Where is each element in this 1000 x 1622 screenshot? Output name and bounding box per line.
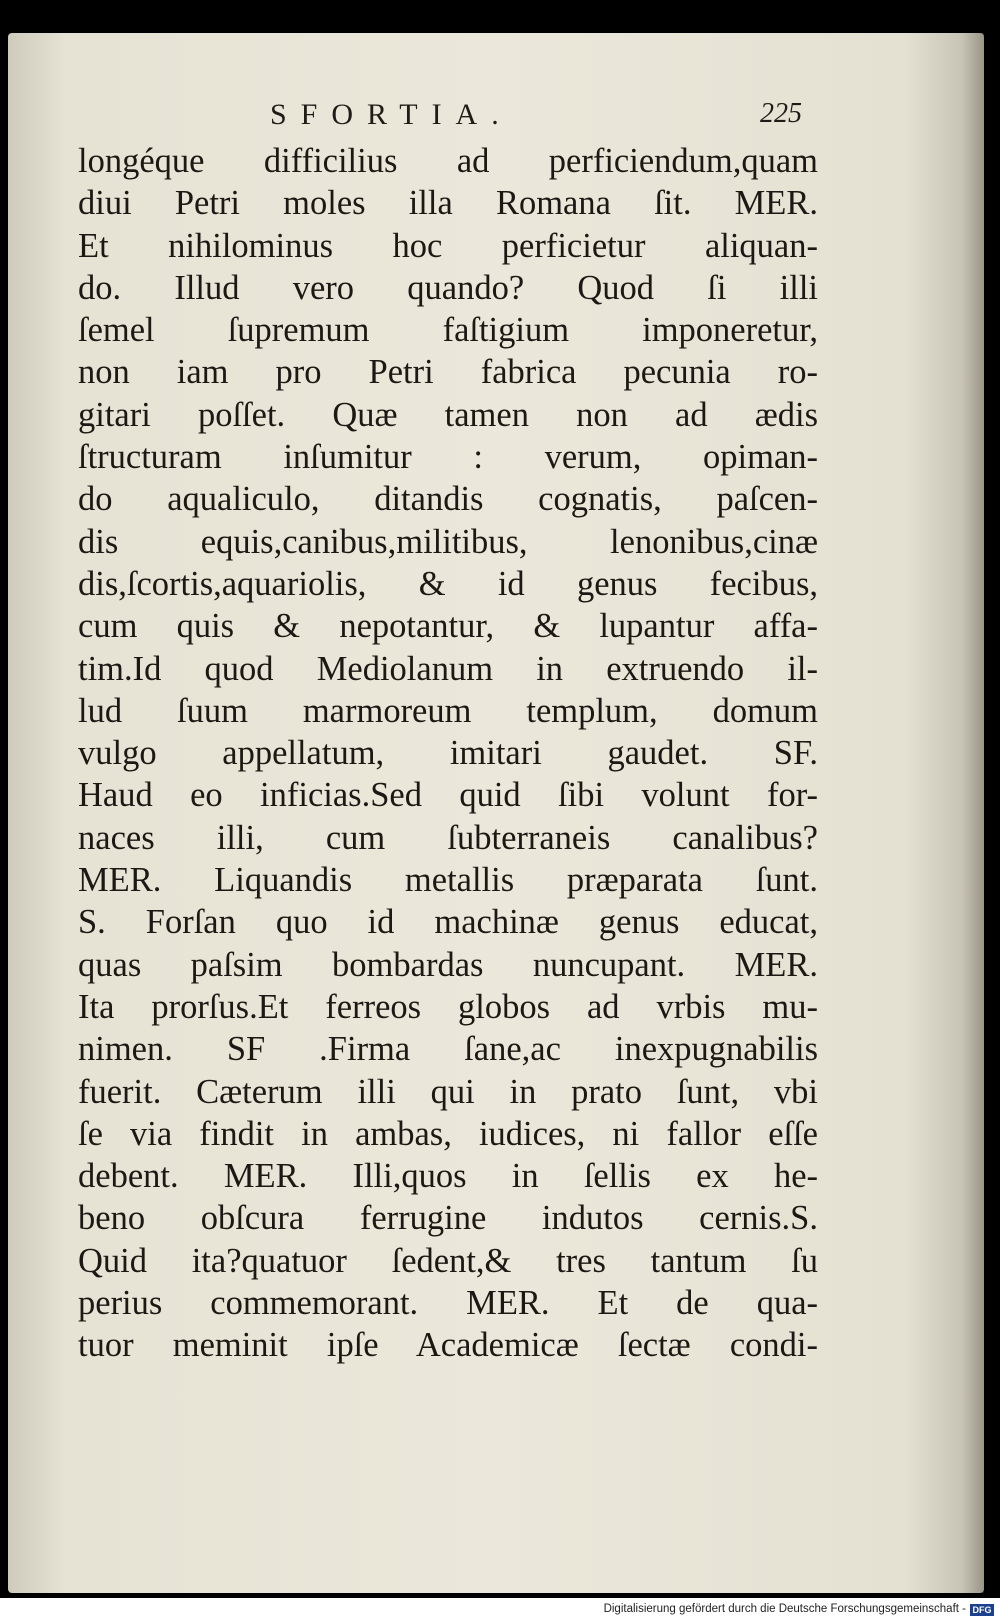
running-head: SFORTIA. — [270, 98, 513, 131]
text-line: Haud eo inficias.Sed quid ſibi volunt for- — [78, 776, 818, 815]
text-line: gitari poſſet. Quæ tamen non ad ædis — [78, 395, 818, 434]
text-line: vulgo appellatum, imitari gaudet. SF. — [78, 734, 818, 773]
text-line: MER. Liquandis metallis præparata ſunt. — [78, 861, 818, 900]
text-line: ſe via findit in ambas, iudices, ni fallor eſſe — [78, 1114, 818, 1153]
text-line: fuerit. Cæterum illi qui in prato ſunt, vbi — [78, 1072, 818, 1111]
text-line: do. Illud vero quando? Quod ſi illi — [78, 268, 818, 307]
text-line: nimen. SF .Firma ſane,ac inexpugnabilis — [78, 1030, 818, 1069]
text-line: do aqualiculo, ditandis cognatis, paſcen- — [78, 480, 818, 519]
text-line: debent. MER. Illi,quos in ſellis ex he- — [78, 1157, 818, 1196]
text-line: ſtructuram inſumitur : verum, opiman- — [78, 438, 818, 477]
text-line: tim.Id quod Mediolanum in extruendo il- — [78, 649, 818, 688]
page-gutter-shadow — [962, 33, 984, 1593]
text-line: Et nihilominus hoc perficietur aliquan- — [78, 226, 818, 265]
text-line: dis equis,canibus,militibus, lenonibus,cinæ — [78, 522, 818, 561]
text-line: perius commemorant. MER. Et de qua- — [78, 1284, 818, 1323]
text-line: diui Petri moles illa Romana ſit. MER. — [78, 184, 818, 223]
digitization-footer — [0, 1598, 1000, 1622]
text-line: non iam pro Petri fabrica pecunia ro- — [78, 353, 818, 392]
body-text — [78, 140, 818, 1367]
text-line: Quid ita?quatuor ſedent,& tres tantum ſu — [78, 1241, 818, 1280]
text-line: quas paſsim bombardas nuncupant. MER. — [78, 945, 818, 984]
text-line: naces illi, cum ſubterraneis canalibus? — [78, 818, 818, 857]
page-number: 225 — [760, 98, 802, 129]
text-line: S. Forſan quo id machinæ genus educat, — [78, 903, 818, 942]
text-line: tuor meminit ipſe Academicæ ſectæ condi- — [78, 1326, 818, 1365]
text-line: lud ſuum marmoreum templum, domum — [78, 691, 818, 730]
funding-notice: Digitalisierung gefördert durch die Deutsche Forschungsgemeinschaft - — [603, 1603, 966, 1615]
text-line: cum quis & nepotantur, & lupantur affa- — [78, 607, 818, 646]
text-line: Ita prorſus.Et ferreos globos ad vrbis mu- — [78, 987, 818, 1026]
text-line: longéque difficilius ad perficiendum,quam — [78, 142, 818, 180]
text-line: ſemel ſupremum faſtigium imponeretur, — [78, 311, 818, 350]
text-line: dis,ſcortis,aquariolis, & id genus fecibus, — [78, 564, 818, 603]
dfg-logo: DFG — [970, 1604, 994, 1616]
text-line: beno obſcura ferrugine indutos cernis.S. — [78, 1199, 818, 1238]
